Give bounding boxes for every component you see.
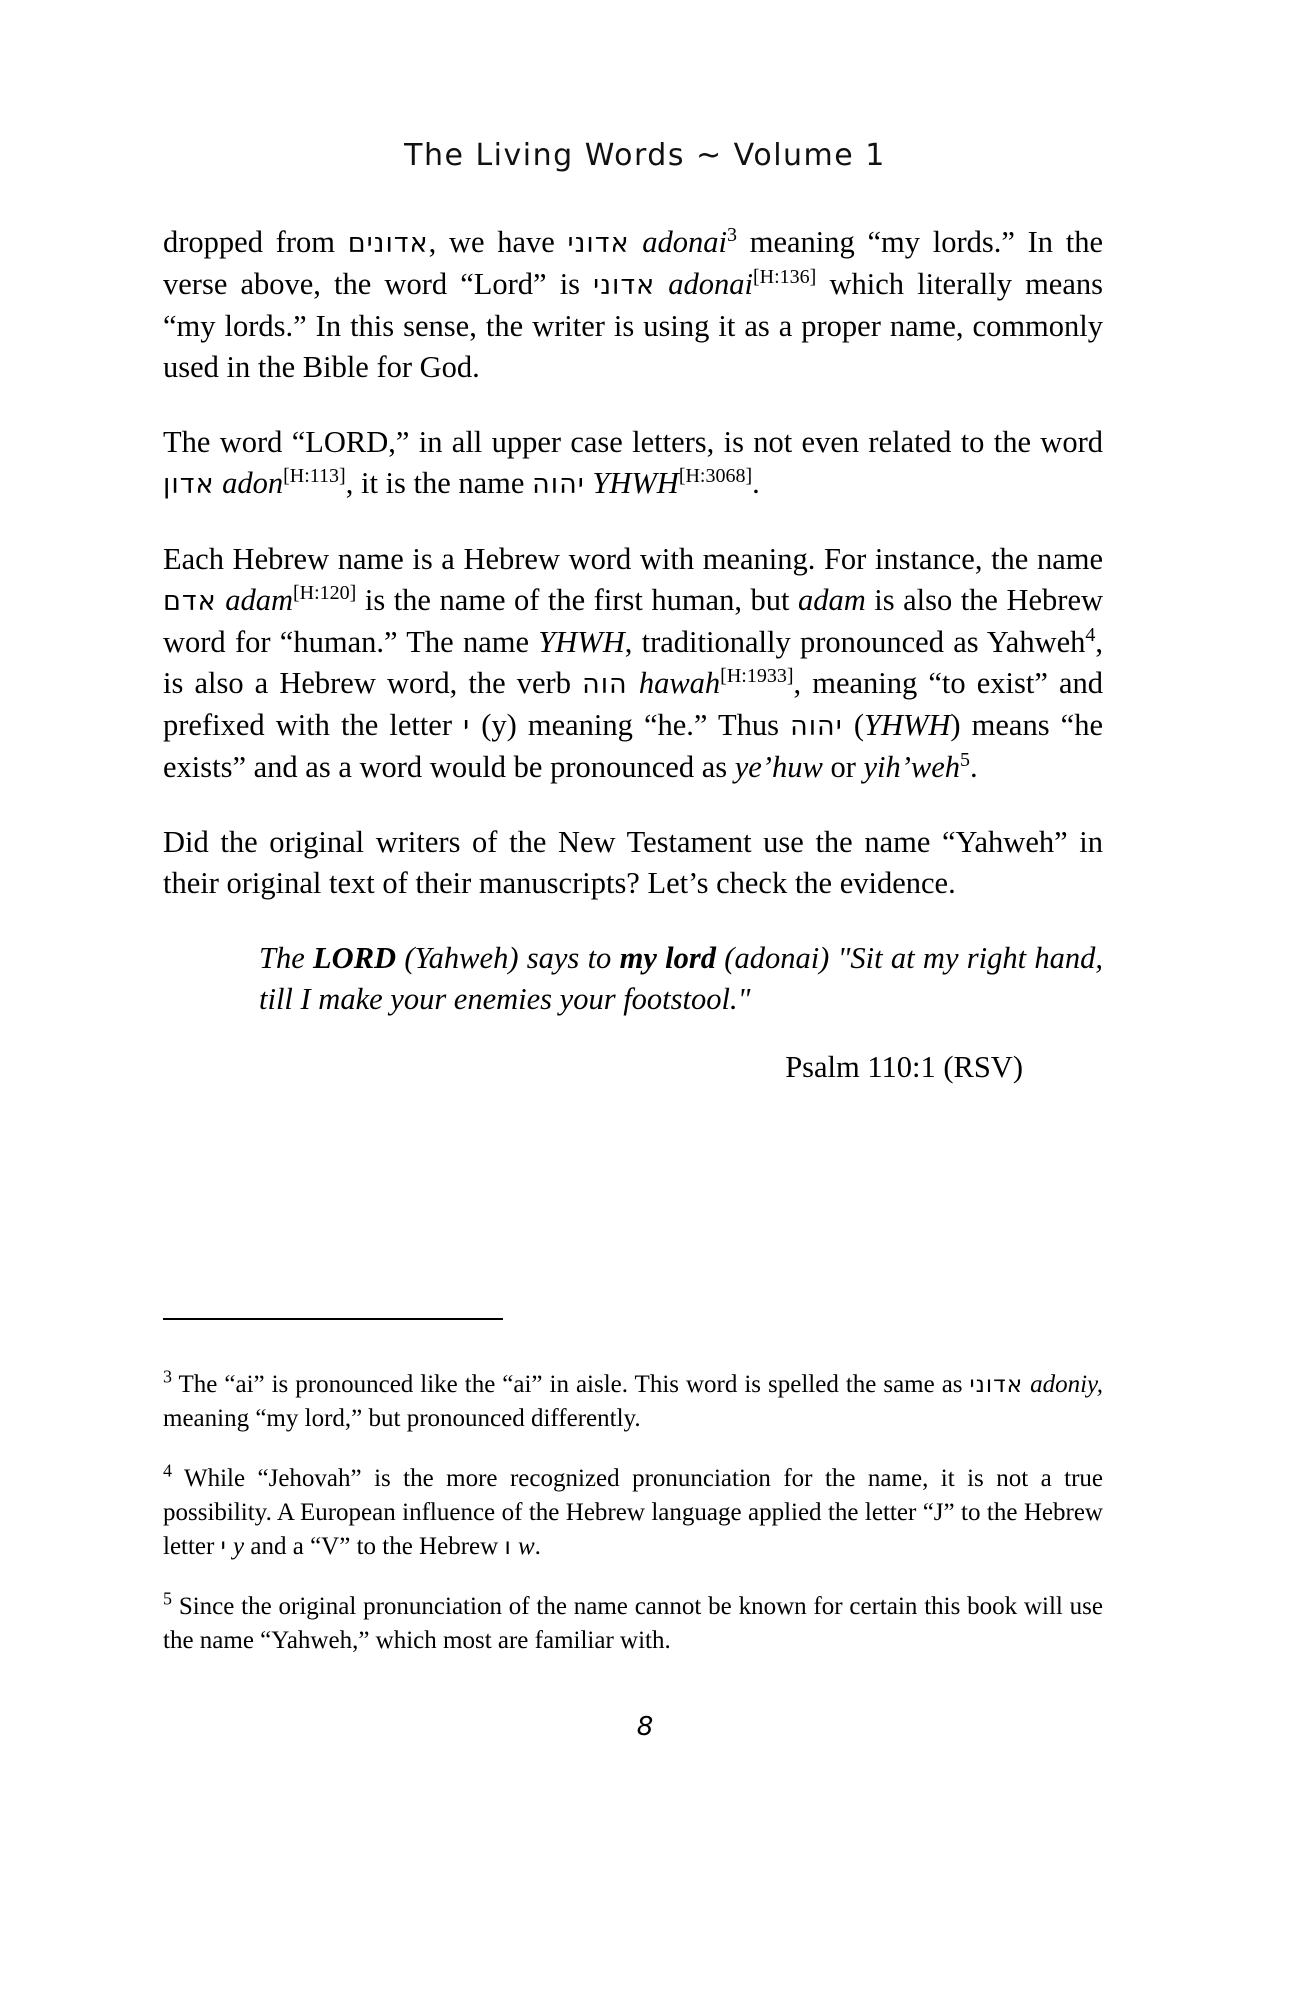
transliteration: YHWH [592, 466, 679, 500]
page-body [163, 222, 1103, 1085]
text-segment [655, 267, 668, 301]
transliteration: yih’weh [863, 750, 961, 784]
hebrew-word: הוה [582, 669, 628, 700]
transliteration: w [517, 1533, 535, 1560]
footnote-5 [163, 1590, 1103, 1658]
transliteration: hawah [638, 666, 721, 700]
hebrew-word: אדוני [969, 1372, 1024, 1398]
footnote-3 [163, 1368, 1103, 1436]
text-segment: or [822, 750, 864, 784]
strongs-number: [H:113] [283, 464, 346, 487]
footnote-separator [163, 1318, 503, 1320]
footnote-ref[interactable]: 3 [727, 223, 738, 246]
hebrew-word: אדם [163, 586, 217, 617]
transliteration: adoniy, [1030, 1371, 1104, 1398]
hebrew-word: אדוני [593, 270, 656, 301]
text-segment: which literally means “my lords.” In this sense, the writer is using it as a proper name, commonly used in the Bible for God. [163, 267, 1104, 384]
strongs-number: [H:120] [293, 581, 357, 604]
hebrew-letter: י [463, 711, 471, 742]
transliteration: adonai [668, 267, 754, 301]
text-segment [630, 225, 643, 259]
text-segment: is also the Hebrew word for “human.” The name [163, 583, 1104, 659]
text-segment: Since the original pronunciation of the name cannot be known for certain this book will use the name “Yahweh,” which most are familiar with. [163, 1593, 1103, 1654]
text-segment: ) means “he exists” and as a word would be pronounced as [163, 708, 1103, 784]
text-segment: meaning “my lords.” In the verse above, the word “Lord” is [163, 225, 1104, 301]
strongs-number: [H:136] [753, 265, 817, 288]
text-segment [628, 666, 639, 700]
hebrew-word: אדונים [347, 228, 429, 259]
quote-segment: (Yahweh) says to [396, 941, 620, 975]
text-segment: While “Jehovah” is the more recognized pronunciation for the name, it is not a true possibility. A European influence of the Hebrew language applied the letter “J” to the Hebrew letter [163, 1465, 1103, 1560]
strongs-number: [H:1933] [720, 664, 794, 687]
paragraph-3 [163, 539, 1103, 788]
running-header: The Living Words ~ Volume 1 [404, 138, 886, 173]
quote-attribution: Psalm 110:1 (RSV) [785, 1050, 1023, 1084]
text-segment: The word “LORD,” in all upper case letters, is not even related to the word [163, 425, 1103, 459]
footnote-area [163, 1368, 1103, 1658]
paragraph-2 [163, 422, 1103, 505]
text-segment: . [534, 1533, 541, 1560]
quote-segment: (adonai) "Sit at my right hand, till I make your enemies your footstool." [259, 941, 1104, 1016]
text-segment [215, 466, 223, 500]
text-segment: dropped from [163, 225, 348, 259]
paragraph-1 [163, 222, 1103, 388]
text-segment: , we have [428, 225, 568, 259]
text-segment: is the name of the first human, but [356, 583, 798, 617]
text-segment: and a “V” to the Hebrew [244, 1533, 505, 1560]
transliteration: adon [222, 466, 284, 500]
strongs-number: [H:3068] [678, 464, 753, 487]
quote-bold-my-lord: my lord [619, 941, 716, 975]
transliteration: adam [225, 583, 294, 617]
footnote-ref[interactable]: 5 [960, 748, 971, 771]
text-segment: Each Hebrew name is a Hebrew word with meaning. For instance, the name [163, 542, 1103, 576]
footnote-marker: 5 [163, 1588, 172, 1609]
hebrew-word: אדוני [567, 228, 630, 259]
hebrew-letter: י [220, 1534, 227, 1560]
text-segment [217, 583, 226, 617]
quote-bold-lord: LORD [313, 941, 397, 975]
footnote-marker: 4 [163, 1460, 172, 1481]
transliteration: YHWH [538, 625, 625, 659]
text-segment: , is also a Hebrew word, the verb [163, 625, 1104, 700]
transliteration: adam [797, 583, 866, 617]
text-segment: . [970, 750, 978, 784]
text-segment: The “ai” is pronounced like the “ai” in aisle. This word is spelled the same as [172, 1371, 970, 1398]
text-segment: . [752, 466, 760, 500]
text-segment: , traditionally pronounced as Yahweh [624, 625, 1086, 659]
hebrew-word: יהוה [532, 469, 585, 500]
text-segment: meaning “my lord,” but pronounced differently. [163, 1405, 641, 1432]
footnote-marker: 3 [163, 1366, 172, 1387]
page-number: 8 [636, 1712, 654, 1742]
text-segment: (y) meaning “he.” Thus [470, 708, 791, 742]
transliteration: y [233, 1533, 245, 1560]
block-quote [163, 938, 1103, 1020]
hebrew-letter: ו [504, 1534, 512, 1560]
text-segment: , it is the name [345, 466, 533, 500]
footnote-4 [163, 1462, 1103, 1564]
text-segment: ( [842, 708, 864, 742]
hebrew-word: אדון [163, 469, 215, 500]
text-segment: , meaning “to exist” and prefixed with the letter [163, 666, 1103, 742]
transliteration: YHWH [864, 708, 951, 742]
transliteration: adonai [642, 225, 728, 259]
hebrew-word: יהוה [790, 711, 843, 742]
footnote-ref[interactable]: 4 [1085, 623, 1096, 646]
quote-segment: The [259, 941, 314, 975]
paragraph-4: Did the original writers of the New Testament use the name “Yahweh” in their original text of their manuscripts? Let’s check the evidence. [163, 825, 1103, 900]
transliteration: ye’huw [734, 750, 823, 784]
